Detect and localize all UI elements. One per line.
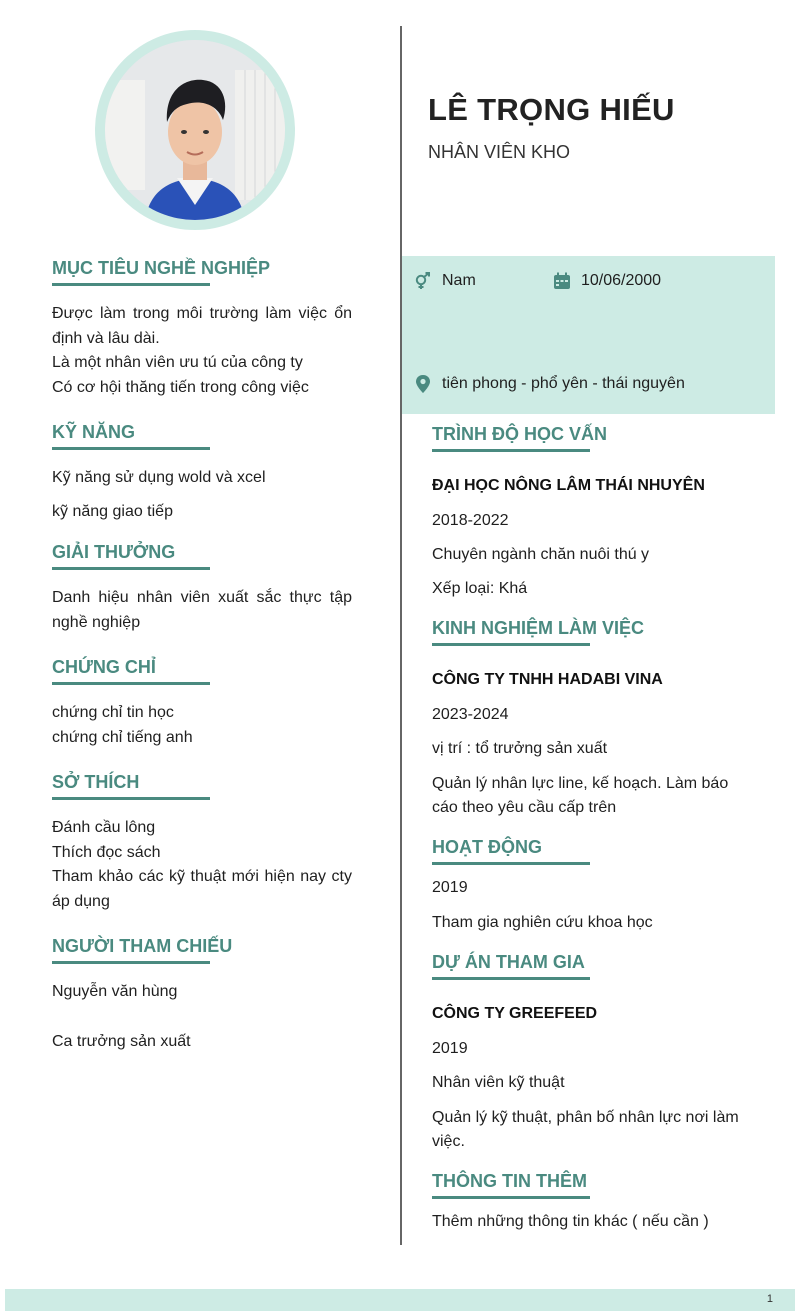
location-pin-icon: [414, 374, 432, 394]
skills-section: [52, 422, 352, 524]
awards-text: Danh hiệu nhân viên xuất sắc thực tập nghề nghiệp: [52, 589, 352, 631]
address-item: [414, 374, 685, 394]
experience-description: Quản lý nhân lực line, kế hoạch. Làm báo cáo theo yêu cầu cấp trên: [432, 774, 729, 816]
section-underline: [52, 447, 210, 450]
gender-icon: [414, 272, 432, 290]
personal-info-panel: [402, 256, 775, 414]
additional-info-section: [432, 1171, 752, 1235]
company-name: CÔNG TY TNHH HADABI VINA: [432, 670, 663, 688]
section-underline: [52, 283, 210, 286]
activity-year: 2019: [432, 878, 468, 896]
candidate-name: LÊ TRỌNG HIẾU: [428, 92, 675, 127]
calendar-icon: [553, 272, 571, 290]
section-underline: [432, 862, 590, 865]
certificates-text: chứng chỉ tin học chứng chỉ tiếng anh: [52, 704, 193, 746]
awards-section: [52, 542, 352, 635]
section-title: DỰ ÁN THAM GIA: [432, 951, 585, 972]
section-title: CHỨNG CHỈ: [52, 657, 156, 677]
gender-value: Nam: [442, 272, 476, 289]
address-value: tiên phong - phổ yên - thái nguyên: [442, 375, 685, 392]
section-underline: [52, 682, 210, 685]
education-section: [432, 424, 752, 602]
gender-item: [414, 272, 476, 290]
project-year: 2019: [432, 1039, 468, 1057]
certificates-section: [52, 657, 352, 750]
project-description: Quản lý kỹ thuật, phân bố nhân lực nơi làm việc.: [432, 1108, 739, 1150]
birthdate-value: 10/06/2000: [581, 272, 662, 289]
section-title: MỤC TIÊU NGHỀ NGHIỆP: [52, 258, 271, 278]
hobbies-section: [52, 772, 352, 914]
page-footer: [5, 1289, 795, 1311]
experience-period: 2023-2024: [432, 705, 509, 723]
experience-role: vị trí : tổ trưởng sản xuất: [432, 740, 608, 757]
profile-photo: [105, 40, 285, 220]
job-position: NHÂN VIÊN KHO: [428, 142, 571, 162]
hobbies-text: Đánh cầu lông Thích đọc sách Tham khảo các kỹ thuật mới hiện nay cty áp dụng: [52, 819, 352, 910]
section-title: NGƯỜI THAM CHIẾU: [52, 936, 233, 956]
additional-info-text: Thêm những thông tin khác ( nếu cần ): [432, 1212, 709, 1230]
section-title: KỸ NĂNG: [52, 422, 136, 442]
section-title: THÔNG TIN THÊM: [432, 1170, 587, 1191]
birthdate-item: [553, 272, 661, 290]
section-title: TRÌNH ĐỘ HỌC VẤN: [432, 424, 607, 444]
avatar: [95, 30, 295, 230]
references-text: Nguyễn văn hùng Ca trưởng sản xuất: [52, 983, 191, 1050]
section-title: KINH NGHIỆM LÀM VIỆC: [432, 617, 645, 638]
section-underline: [432, 643, 590, 646]
section-title: HOẠT ĐỘNG: [432, 836, 542, 857]
section-underline: [52, 567, 210, 570]
section-underline: [432, 449, 590, 452]
education-grade: Xếp loại: Khá: [432, 580, 528, 597]
education-major: Chuyên ngành chăn nuôi thú y: [432, 545, 650, 563]
projects-section: [432, 952, 752, 1155]
objective-text: Được làm trong môi trường làm việc ổn định và lâu dài. Là một nhân viên ưu tú của công ty Có cơ hội thăng tiến trong công việc: [52, 305, 352, 396]
section-title: SỞ THÍCH: [52, 772, 140, 792]
page-number: 1: [766, 1293, 773, 1305]
section-underline: [52, 797, 210, 800]
school-name: ĐẠI HỌC NÔNG LÂM THÁI NHUYÊN: [432, 477, 705, 494]
section-title: GIẢI THƯỞNG: [52, 542, 176, 562]
activity-description: Tham gia nghiên cứu khoa học: [432, 914, 653, 931]
section-underline: [432, 1196, 590, 1199]
skills-text: Kỹ năng sử dụng wold và xcel kỹ năng giao tiếp: [52, 469, 266, 520]
references-section: [52, 936, 352, 1054]
project-role: Nhân viên kỹ thuật: [432, 1074, 565, 1091]
column-divider: [400, 26, 402, 1245]
section-underline: [432, 977, 590, 980]
section-underline: [52, 961, 210, 964]
education-period: 2018-2022: [432, 512, 509, 529]
left-column: [52, 258, 352, 1054]
activities-section: [432, 837, 752, 936]
right-column: [432, 424, 752, 1234]
project-company: CÔNG TY GREEFEED: [432, 1004, 598, 1022]
experience-section: [432, 618, 752, 821]
objective-section: [52, 258, 352, 400]
